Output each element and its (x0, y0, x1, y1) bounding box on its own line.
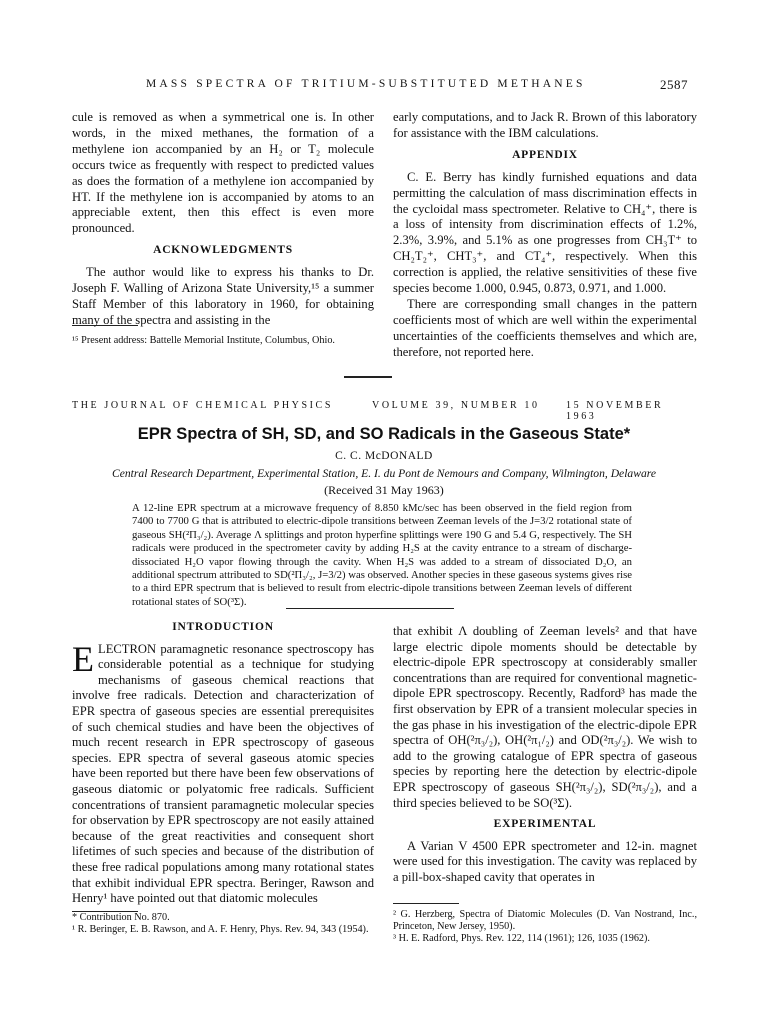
experimental-paragraph: A Varian V 4500 EPR spectrometer and 12-in. magnet were used for this investigation. The cavity was replaced by a pill-box-shaped cavity that operates in (393, 838, 697, 884)
journal-name: THE JOURNAL OF CHEMICAL PHYSICS (72, 400, 333, 411)
drop-cap: E (72, 638, 94, 679)
received-date: (Received 31 May 1963) (324, 483, 444, 497)
footnote-rule (72, 325, 138, 326)
footnote-contribution: * Contribution No. 870. (72, 912, 170, 923)
running-head-title: MASS SPECTRA OF TRITIUM-SUBSTITUTED METHANES (146, 78, 586, 90)
page-number: 2587 (660, 77, 688, 92)
article-right-column (393, 624, 697, 886)
introduction-heading: INTRODUCTION (172, 621, 274, 633)
prev-right-column (393, 110, 697, 361)
footnote-1: ¹ R. Beringer, E. B. Rawson, and A. F. Henry, Phys. Rev. 94, 343 (1954). (72, 924, 369, 936)
prev-left-paragraph: cule is removed as when a symmetrical one is. In other words, in the mixed methanes, the formation of a methylene ion accompanied by an H₂ or T₂ molecule occurs twice as frequently with respect to predicted values as does the formation of a methylene ion accompanied by HT. If the methylene ion is accompanied by atoms to an appreciable extent, then this effect is even more pronounced. (72, 110, 374, 236)
appendix-paragraph-2: There are corresponding small changes in the pattern coefficients most of which are well within the experimental uncertainties of the coefficients themselves and which are, therefore, not reported here. (393, 296, 697, 359)
prev-left-column (72, 110, 374, 329)
article-affiliation: Central Research Department, Experimental Station, E. I. du Pont de Nemours and Company, Wilmington, Delaware (112, 467, 656, 480)
article-title: EPR Spectra of SH, SD, and SO Radicals in the Gaseous State* (137, 425, 631, 443)
footnote-2: ² G. Herzberg, Spectra of Diatomic Molecules (D. Van Nostrand, Inc., Princeton, New Jersey, 1950). (393, 909, 697, 933)
acknowledgments-text: The author would like to express his thanks to Dr. Joseph F. Walling of Arizona State University,¹⁵ a summer Staff Member of this laboratory in 1960, for obtaining many of the spectra and assisting in the (72, 265, 374, 327)
appendix-heading: APPENDIX (512, 148, 578, 161)
article-left-column (72, 620, 374, 907)
prev-right-paragraph: early computations, and to Jack R. Brown of this laboratory for assistance with the IBM calculations. (393, 110, 697, 140)
journal-date: 15 NOVEMBER 1963 (566, 400, 664, 422)
acknowledgments-heading: ACKNOWLEDGMENTS (153, 244, 293, 257)
footnote-rule-3 (393, 903, 459, 904)
footnote-15: ¹⁵ Present address: Battelle Memorial Institute, Columbus, Ohio. (72, 335, 335, 346)
journal-volume: VOLUME 39, NUMBER 10 (372, 400, 540, 411)
right-paragraph-1: that exhibit Λ doubling of Zeeman levels² and that have large electric dipole moments should be detectable by electric-dipole EPR spectroscopy at considerably smaller concentrations than are required for conventional magnetic-dipole EPR spectroscopy. Recently, Radford³ has made the first observation by EPR of a transient molecular species in the gas phase in his investigation of the electric-dipole EPR spectra of OH(²π₃/₂), OH(²π₁/₂) and OD(²π₃/₂). We wish to add to the growing catalogue of EPR spectra of gaseous species by reporting here the detection by electric-dipole EPR spectroscopy of gaseous SH(²π₃/₂), SD(²π₃/₂), and a third species believed to be SO(³Σ). (393, 624, 697, 810)
experimental-heading: EXPERIMENTAL (493, 818, 597, 831)
article-footnotes-right (393, 909, 697, 946)
appendix-paragraph-1: C. E. Berry has kindly furnished equations and data permitting the calculation of mass discrimination effects in the cycloidal mass spectrometer. Relative to CH₄⁺, there is a loss of intensity from discrimination effects of 1.2%, 2.3%, 3.9%, and 5.1% as one progresses from CH₃T⁺ to CH₂T₂⁺, CHT₃⁺, and CT₄⁺, respectively. When this correction is applied, the relative sensitivities of these five species become 1.000, 0.945, 0.873, 0.971, and 1.000. (393, 169, 697, 296)
introduction-paragraph: LECTRON paramagnetic resonance spectroscopy has considerable potential as a technique for studying mechanisms of gaseous chemical reactions that involve free radicals. Detection and characterization of EPR spectra of gaseous species are essential prerequisites of such chemical studies and have been the objectives of much recent research in EPR spectroscopy of gaseous species. EPR spectra of several gaseous atomic species have been reported but there have been few observations of gaseous diatomic or polyatomic free radicals. Sufficient concentrations of transient paramagnetic molecular species for observation by EPR spectroscopy are not easily attained because of the great reactivities and consequent short lifetimes of such species and because of the distribution of these free radical populations among many rotational states that exhibit individual EPR spectra. Beringer, Rawson and Henry¹ have pointed out that diatomic molecules (72, 641, 374, 906)
article-separator (344, 376, 392, 378)
article-author: C. C. McDONALD (335, 450, 433, 462)
abstract-rule (286, 608, 454, 609)
abstract: A 12-line EPR spectrum at a microwave frequency of 8.850 kMc/sec has been observed in the field region from 7400 to 7700 G that is attributed to electric-dipole transitions between Zeeman levels of the J=3/2 rotational state of gaseous SH(²Π₃/₂). Average Λ splittings and proton hyperfine splittings were 190 G and 5.4 G, respectively. The SH radicals were produced in the spectrometer cavity by adding H₂S at the cavity entrance to a stream of discharge-dissociated H₂O vapor flowing through the cavity. When H₂S was added to a stream of dissociated D₂O, an additional spectrum attributed to SD(²Π₃/₂, J=3/2) was observed. Another species in these gaseous systems gives rise to a third EPR spectrum that is believed to result from electric-dipole transitions between Zeeman levels of different rotational states of SO(³Σ). (132, 502, 632, 608)
article-footnotes-left (72, 912, 374, 936)
footnote-3: ³ H. E. Radford, Phys. Rev. 122, 114 (1961); 126, 1035 (1962). (393, 933, 650, 945)
